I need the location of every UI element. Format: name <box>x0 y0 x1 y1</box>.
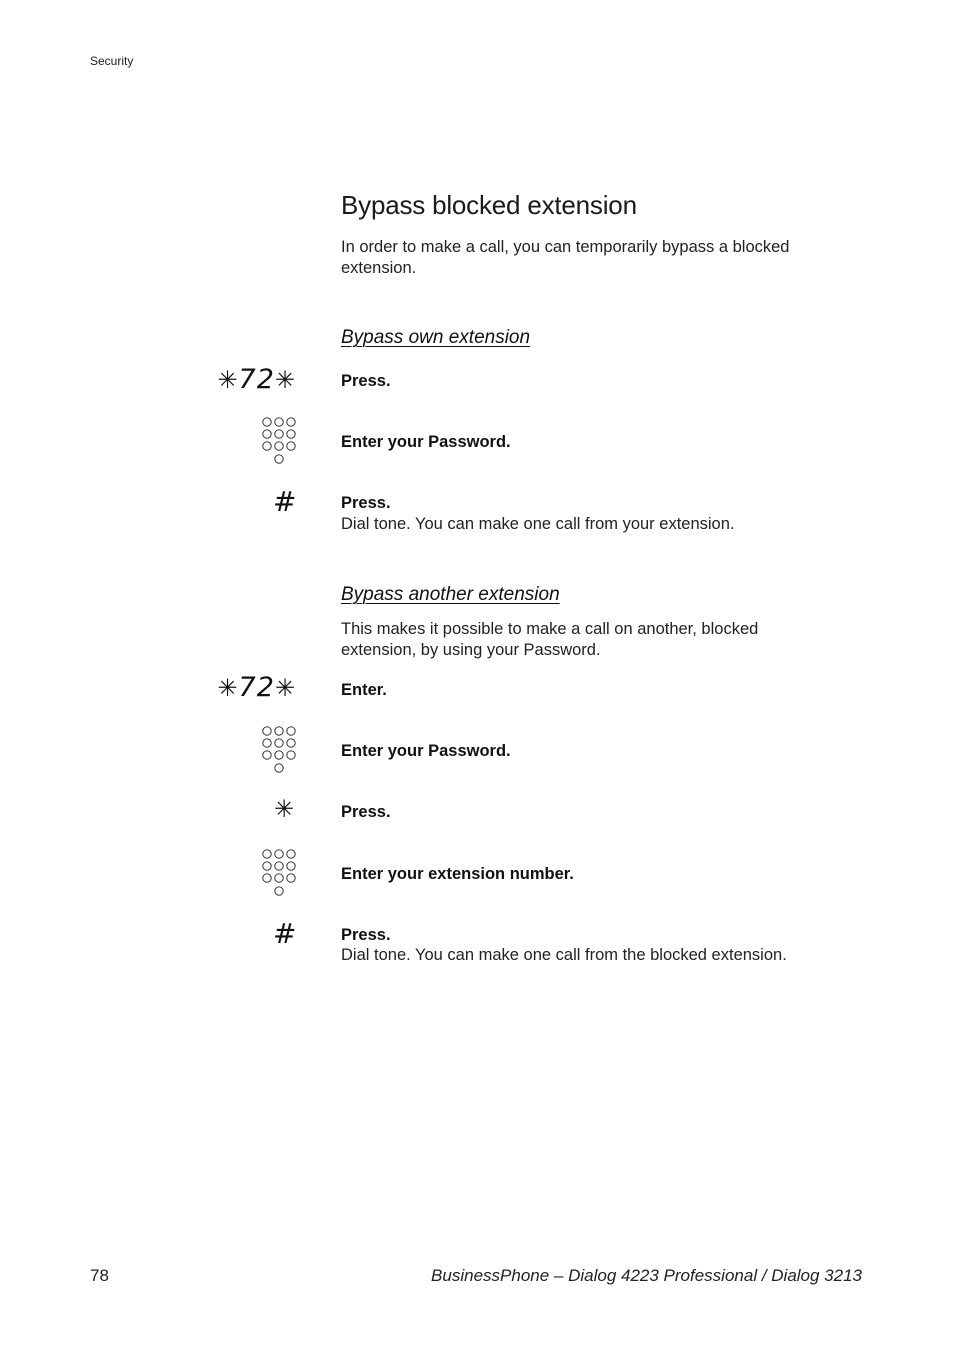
hash-key-icon: # <box>273 485 297 518</box>
step-label: Press. <box>341 926 391 944</box>
section-header: Security <box>90 54 134 68</box>
keypad-icon <box>261 417 297 465</box>
page-title: Bypass blocked extension <box>341 190 637 220</box>
step-label: Enter your extension number. <box>341 865 574 883</box>
step-description: Dial tone. You can make one call from the blocked extension. <box>341 946 787 964</box>
subheading-another-extension: Bypass another extension <box>341 584 560 605</box>
star-key-icon: ✳ <box>274 795 295 823</box>
page-number: 78 <box>90 1266 109 1285</box>
step-label: Press. <box>341 372 391 390</box>
step-label: Enter. <box>341 681 387 699</box>
another-intro-paragraph: This makes it possible to make a call on another, blocked extension, by using your Password. <box>341 620 759 659</box>
document-title: BusinessPhone – Dialog 4223 Professional / Dialog 3213 <box>431 1266 862 1285</box>
star-72-star-code-icon: ✳72✳ <box>217 364 296 395</box>
subheading-own-extension: Bypass own extension <box>341 327 531 348</box>
step-label: Enter your Password. <box>341 742 511 760</box>
intro-paragraph: In order to make a call, you can temporarily bypass a blocked extension. <box>341 238 790 277</box>
star-72-star-code-icon: ✳72✳ <box>217 672 296 703</box>
hash-key-icon: # <box>273 917 297 950</box>
keypad-icon <box>261 849 297 897</box>
step-label: Press. <box>341 494 391 512</box>
step-description: Dial tone. You can make one call from your extension. <box>341 515 735 533</box>
keypad-icon <box>261 726 297 774</box>
step-label: Press. <box>341 803 391 821</box>
step-label: Enter your Password. <box>341 433 511 451</box>
